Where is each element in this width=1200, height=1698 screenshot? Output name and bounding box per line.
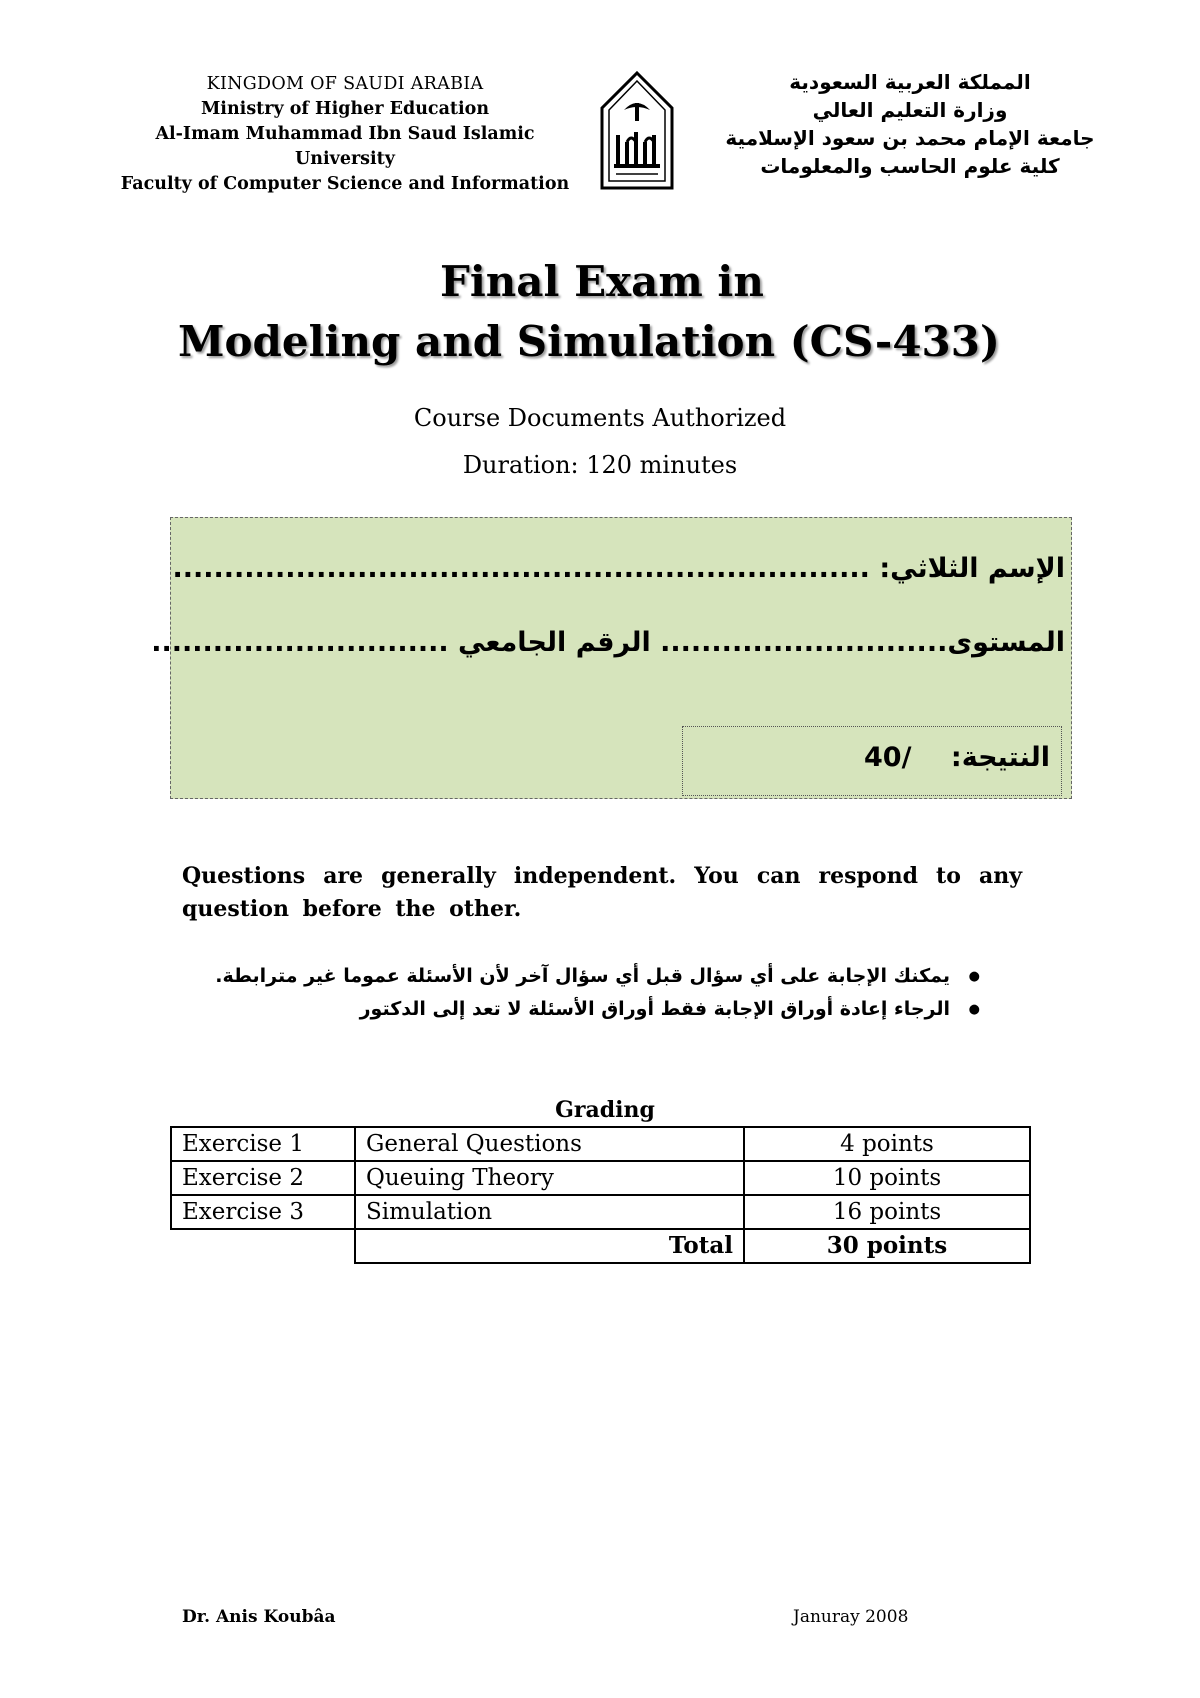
header-ar-ministry: وزارة التعليم العالي	[812, 98, 1008, 122]
total-points: 30 points	[744, 1229, 1030, 1263]
points-cell: 16 points	[744, 1195, 1030, 1229]
instructions-english: Questions are generally independent. You can respond to any question before the other.	[182, 863, 1022, 922]
duration-note: Duration: 120 minutes	[462, 451, 738, 479]
table-row	[171, 1195, 1030, 1229]
header-arabic	[710, 68, 1110, 180]
score-value: 40/	[864, 742, 912, 773]
header-ar-faculty: كلية علوم الحاسب والمعلومات	[760, 154, 1060, 178]
title-line2: Modeling and Simulation (CS-433)	[178, 317, 1000, 366]
documents-note: Course Documents Authorized	[413, 404, 787, 432]
instruction-bullet: ● يمكنك الإجابة على أي سؤال قبل أي سؤال آخر لأن الأسئلة عموما غير مترابطة.	[200, 960, 980, 993]
points-cell: 4 points	[744, 1127, 1030, 1161]
exam-title	[150, 252, 1050, 372]
points-cell: 10 points	[744, 1161, 1030, 1195]
header-university-line1: Al-Imam Muhammad Ibn Saud Islamic	[155, 124, 535, 144]
total-label: Total	[355, 1229, 744, 1263]
grading-table	[170, 1126, 1031, 1264]
instruction-bullet: ● الرجاء إعادة أوراق الإجابة فقط أوراق الأسئلة لا تعد إلى الدكتور	[200, 993, 980, 1026]
footer-date: Januray 2008	[793, 1607, 909, 1627]
topic-cell: Simulation	[355, 1195, 744, 1229]
student-name-field[interactable]: الإسم الثلاثي: ....................................................................	[172, 553, 1065, 584]
university-emblem-icon	[594, 70, 680, 192]
empty-cell	[171, 1229, 355, 1263]
header-ar-country: المملكة العربية السعودية	[789, 70, 1031, 94]
header-country: KINGDOM OF SAUDI ARABIA	[206, 74, 484, 94]
footer-author: Dr. Anis Koubâa	[182, 1607, 336, 1627]
instructions-arabic-list	[200, 960, 980, 1026]
exercise-cell: Exercise 1	[171, 1127, 355, 1161]
header-faculty: Faculty of Computer Science and Information	[120, 174, 570, 194]
grading-title: Grading	[555, 1097, 655, 1123]
topic-cell: Queuing Theory	[355, 1161, 744, 1195]
topic-cell: General Questions	[355, 1127, 744, 1161]
header-english	[110, 72, 580, 197]
header-university-line2: University	[295, 149, 395, 169]
header-ar-university: جامعة الإمام محمد بن سعود الإسلامية	[725, 126, 1095, 150]
exercise-cell: Exercise 3	[171, 1195, 355, 1229]
table-row	[171, 1127, 1030, 1161]
table-row	[171, 1161, 1030, 1195]
student-level-id-field[interactable]: المستوى............................ الرقم الجامعي .............................	[151, 627, 1065, 658]
score-label: النتيجة:	[950, 742, 1050, 773]
title-line1: Final Exam in	[440, 257, 764, 306]
header-ministry: Ministry of Higher Education	[200, 99, 490, 119]
exercise-cell: Exercise 2	[171, 1161, 355, 1195]
total-row	[171, 1229, 1030, 1263]
